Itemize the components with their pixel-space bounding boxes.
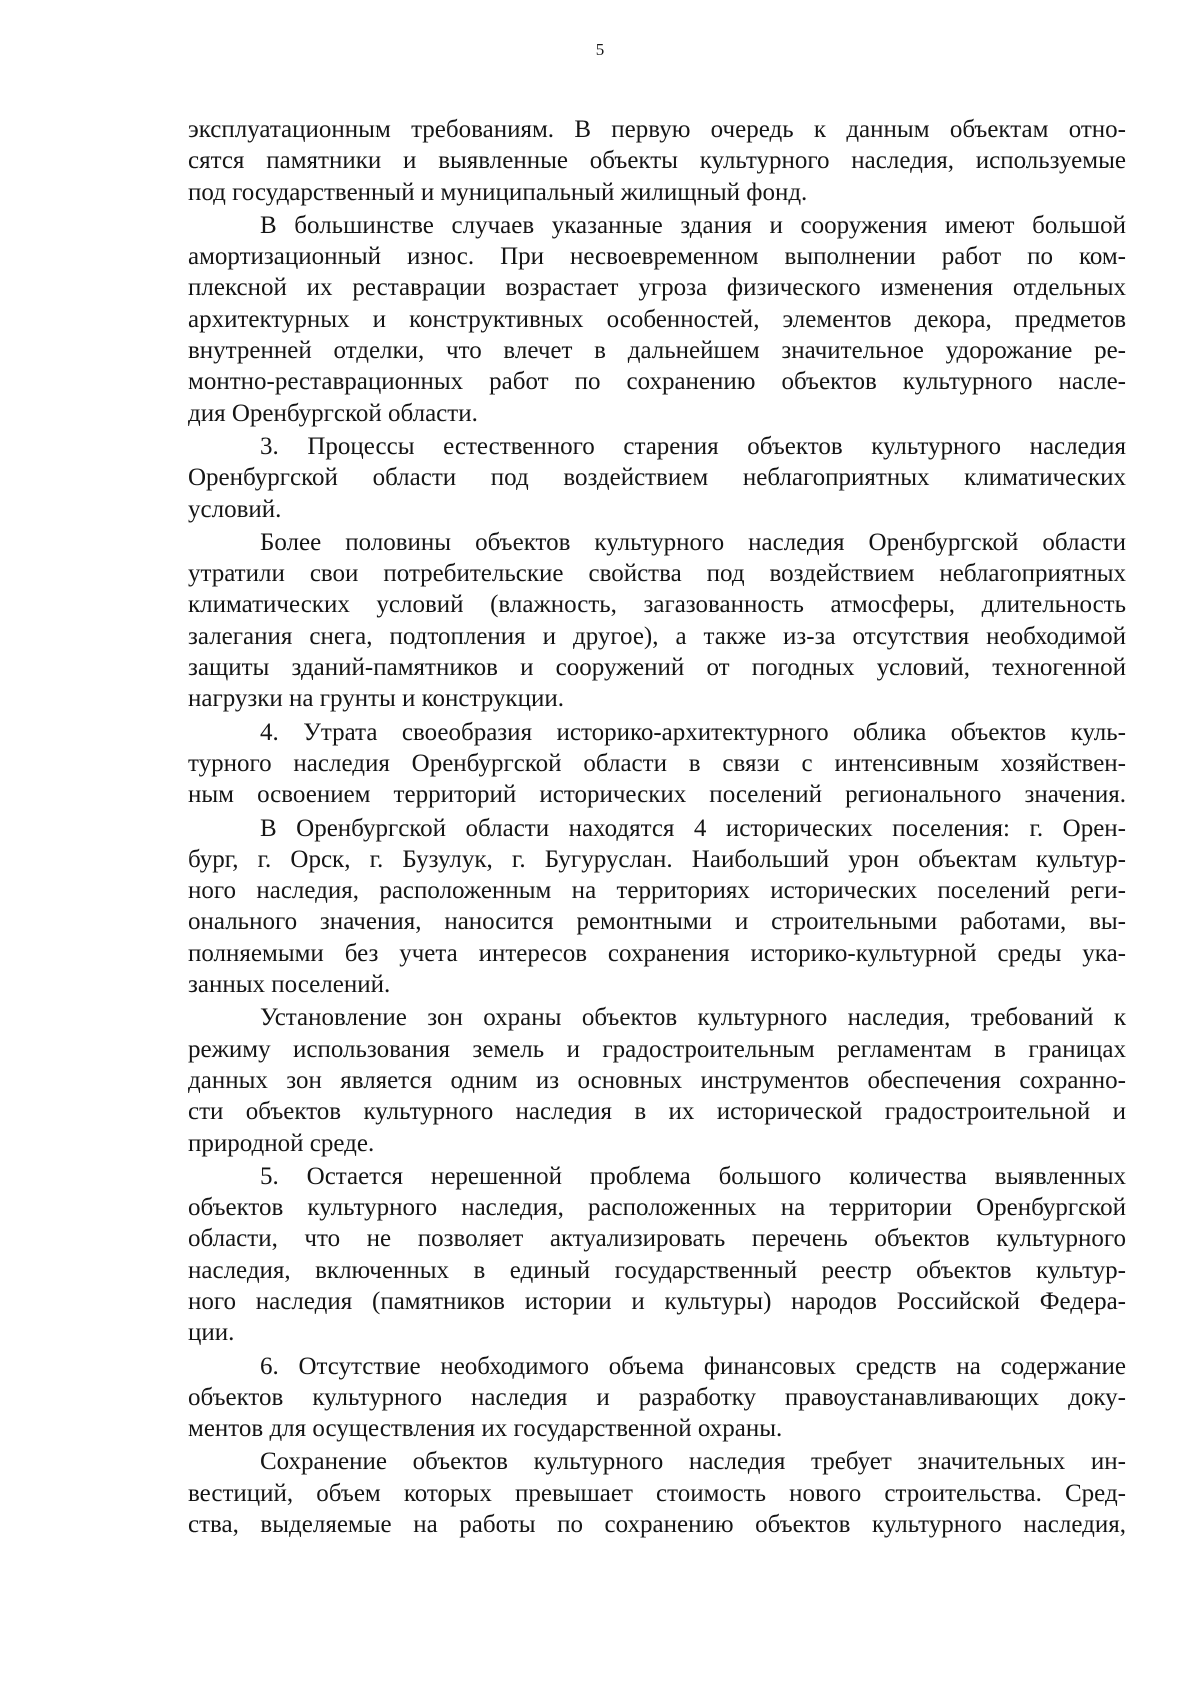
text-line: ным освоением территорий исторических поселений регионального значения.	[188, 781, 1126, 809]
text-line: данных зон является одним из основных инструментов обеспечения сохранно-	[188, 1066, 1126, 1094]
text-line: турного наследия Оренбургской области в связи с интенсивным хозяйствен-	[188, 749, 1126, 777]
text-line: 3. Процессы естественного старения объектов культурного наследия	[260, 432, 1126, 460]
text-line: монтно-реставрационных работ по сохранению объектов культурного насле-	[188, 368, 1126, 396]
text-line: объектов культурного наследия и разработку правоустанавливающих доку-	[188, 1383, 1126, 1411]
text-line: ментов для осуществления их государственной охраны.	[188, 1415, 783, 1443]
text-line: Более половины объектов культурного наследия Оренбургской области	[260, 528, 1126, 556]
document-body	[188, 114, 1126, 1540]
text-line: бург, г. Орск, г. Бузулук, г. Бугуруслан. Наибольший урон объектам культур-	[188, 845, 1126, 873]
text-line: занных поселений.	[188, 971, 391, 999]
text-line: защиты зданий-памятников и сооружений от погодных условий, техногенной	[188, 654, 1126, 682]
text-line: эксплуатационным требованиям. В первую очередь к данным объектам отно-	[188, 116, 1126, 143]
text-line: 5. Остается нерешенной проблема большого количества выявленных	[260, 1162, 1126, 1190]
text-line: под государственный и муниципальный жилищный фонд.	[188, 178, 808, 206]
text-line: 4. Утрата своеобразия историко-архитектурного облика объектов куль-	[260, 718, 1126, 746]
text-line: сятся памятники и выявленные объекты культурного наследия, используемые	[188, 147, 1126, 175]
text-line: ного наследия (памятников истории и культуры) народов Российской Федера-	[188, 1287, 1126, 1315]
text-line: полняемыми без учета интересов сохранения историко-культурной среды ука-	[188, 939, 1126, 967]
text-line: Установление зон охраны объектов культурного наследия, требований к	[260, 1004, 1126, 1032]
text-line: онального значения, наносится ремонтными и строительными работами, вы-	[188, 908, 1126, 936]
text-line: Оренбургской области под воздействием неблагоприятных климатических	[188, 464, 1126, 492]
text-line: климатических условий (влажность, загазованность атмосферы, длительность	[188, 591, 1126, 619]
text-line: природной среде.	[188, 1129, 375, 1157]
text-line: В большинстве случаев указанные здания и сооружения имеют большой	[260, 211, 1126, 239]
text-line: утратили свои потребительские свойства под воздействием неблагоприятных	[188, 560, 1126, 588]
text-line: сти объектов культурного наследия в их исторической градостроительной и	[188, 1098, 1126, 1126]
text-line: нагрузки на грунты и конструкции.	[188, 685, 564, 713]
text-line: архитектурных и конструктивных особенностей, элементов декора, предметов	[188, 305, 1126, 333]
text-line: внутренней отделки, что влечет в дальнейшем значительное удорожание ре-	[188, 337, 1126, 365]
text-line: объектов культурного наследия, расположенных на территории Оренбургской	[188, 1194, 1126, 1222]
text-line: залегания снега, подтопления и другое), а также из-за отсутствия необходимой	[188, 622, 1126, 650]
text-line: Сохранение объектов культурного наследия требует значительных ин-	[260, 1448, 1126, 1476]
text-line: условий.	[188, 495, 282, 523]
text-line: ции.	[188, 1319, 235, 1347]
text-line: дия Оренбургской области.	[188, 399, 478, 427]
text-line: наследия, включенных в единый государственный реестр объектов культур-	[188, 1256, 1126, 1284]
text-line: амортизационный износ. При несвоевременном выполнении работ по ком-	[188, 243, 1126, 271]
page-number: 5	[595, 40, 605, 59]
text-line: ства, выделяемые на работы по сохранению объектов культурного наследия,	[188, 1511, 1126, 1539]
text-line: вестиций, объем которых превышает стоимость нового строительства. Сред-	[188, 1479, 1126, 1507]
text-line: 6. Отсутствие необходимого объема финансовых средств на содержание	[260, 1352, 1126, 1380]
text-line: В Оренбургской области находятся 4 исторических поселения: г. Орен-	[260, 814, 1126, 842]
text-line: плексной их реставрации возрастает угроза физического изменения отдельных	[188, 274, 1126, 302]
text-line: области, что не позволяет актуализировать перечень объектов культурного	[188, 1225, 1126, 1253]
text-line: ного наследия, расположенным на территориях исторических поселений реги-	[188, 877, 1126, 905]
text-line: режиму использования земель и градостроительным регламентам в границах	[188, 1035, 1126, 1063]
